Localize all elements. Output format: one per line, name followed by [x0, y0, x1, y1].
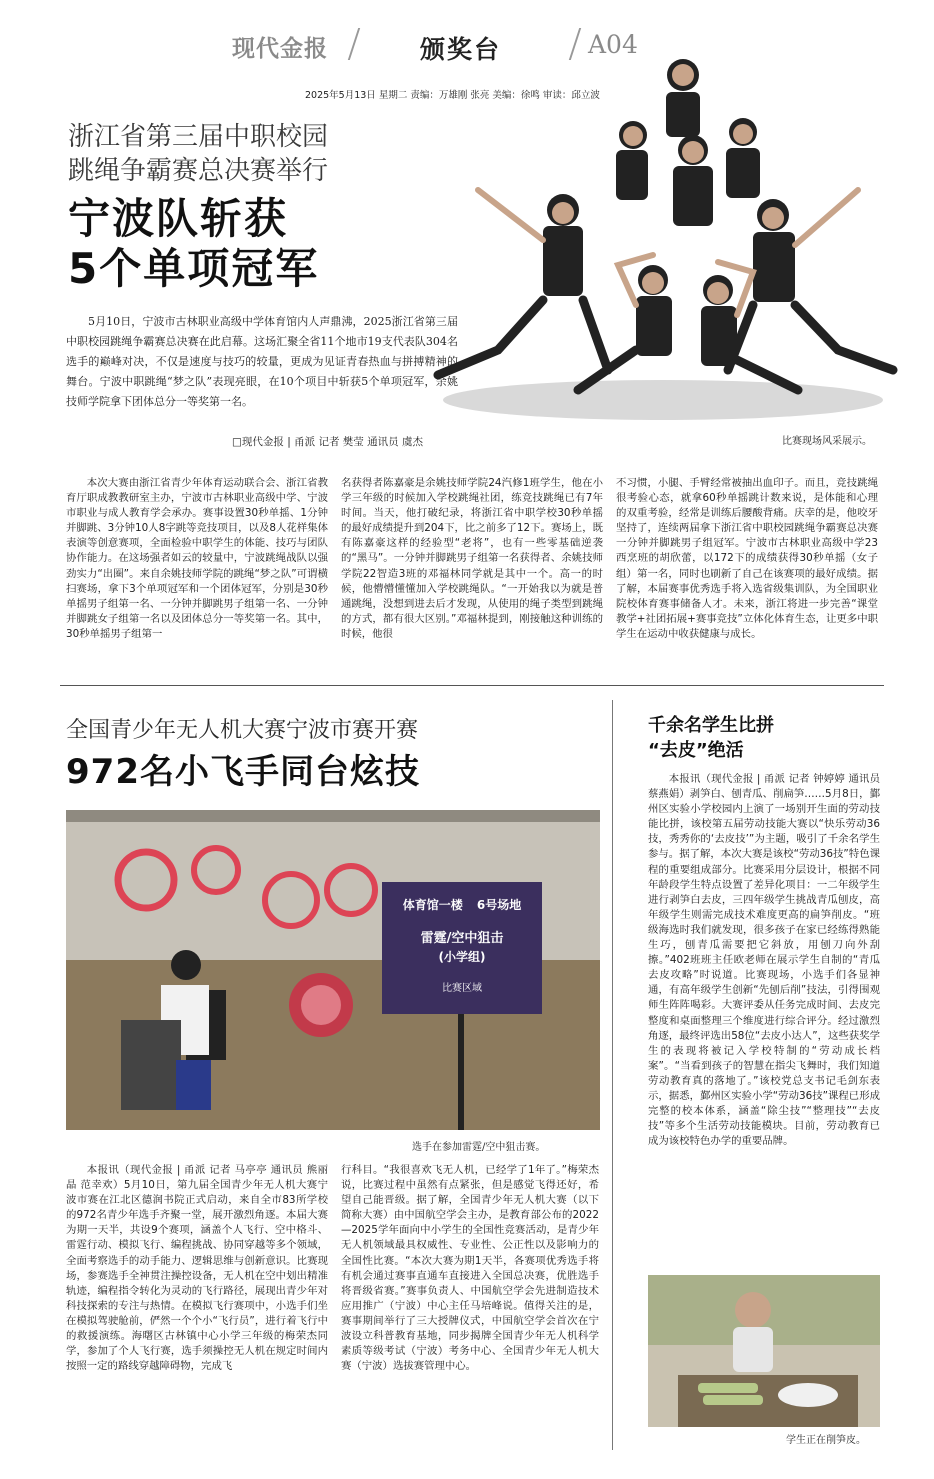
lead-headline: [68, 194, 319, 294]
dateline: 2025年5月13日 星期二 责编：万雄刚 张亮 美编：徐鸣 审读：邱立波: [305, 90, 600, 101]
lead-headline-line-2: 5个单项冠军: [68, 244, 320, 293]
lead-headline-line-1: 宁波队斩获: [68, 194, 289, 243]
lead-photo-caption: 比赛现场风采展示。: [782, 436, 872, 447]
peel-photo: [648, 1275, 880, 1427]
peel-headline: [648, 713, 774, 763]
drone-headline: 972名小飞手同台炫技: [66, 752, 420, 792]
sign-line-5: 比赛区域: [442, 983, 482, 994]
drone-subtitle: 全国青少年无人机大赛宁波市赛开赛: [66, 718, 419, 743]
sign-line-3: 雷霆/空中狙击: [420, 931, 504, 946]
lead-col3-text: 不习惯，小腿、手臂经常被抽出血印子。而且，竞技跳绳很考验心态，就拿60秒单摇跳计数来说，是体能和心理的双重考验，经常是训练后腰酸背痛。庆幸的是，他咬牙坚持了，连续两届拿下浙江省中职校园跳绳争霸赛总决赛一分钟并脚跳男子组冠军。宁波市古林职业高级中学23西烹班的胡欣蕾，以172下的成绩获得30秒单摇（女子组）第一名，同时也刷新了自己在该赛项的最好成绩。据了解，本届赛事优秀选手将入选省级集训队，为全国职业院校体育赛事储备人才。未来，浙江将进一步完善“课堂教学+社团拓展+赛事竞技”立体化体育生态，让更多中职学生在运动中收获健康与成长。: [616, 477, 878, 640]
peel-body: [648, 772, 880, 1149]
lead-body-column-1: [66, 476, 328, 642]
sign-line-row: [382, 896, 542, 913]
lead-subtitle-line-1: 浙江省第三届中职校园: [68, 122, 329, 152]
column-separator: [612, 700, 613, 1450]
sign-line-4: (小学组): [438, 950, 486, 964]
drone-col1-text: 本报讯（现代金报 | 甬派 记者 马亭亭 通讯员 熊丽晶 范幸欢）5月10日，第九届全国青少年无人机大赛宁波市赛在江北区德润书院正式启动，来自全市83所学校的972名青少年选手齐聚一堂，展开激烈角逐。本届大赛为期一天半，共设9个赛项，涵盖个人飞行、空中格斗、雷霆行动、模拟飞行、编程挑战、协同穿越等多个领域，全面考察选手的动手能力、逻辑思维与创新意识。比赛现场，参赛选手全神贯注操控设备，无人机在空中划出精准轨迹，编程指令转化为灵动的飞行路径，展现出青少年对科技探索的专注与热情。在模拟飞行赛项中，小选手们坐在模拟驾驶舱前，俨然一个个小“飞行员”，进行着飞行中的救援演练。海曙区古林镇中心小学三年级的梅荣杰同学，参加了个人飞行赛，选手须操控无人机在规定时间内按照一定的路线穿越障碍物，完成飞: [66, 1164, 328, 1373]
drone-body-column-2: [341, 1163, 599, 1374]
masthead-section-title: 颁奖台: [420, 35, 502, 64]
sign-line-1: 体育馆一楼: [402, 898, 463, 912]
venue-sign: [382, 882, 542, 1014]
drone-col2-text: 行科目。“我很喜欢飞无人机，已经学了1年了。”梅荣杰说，比赛过程中虽然有点紧张，但是感觉飞得还好，希望自己能晋级。据了解，全国青少年无人机大赛（以下简称大赛）由中国航空学会主办，是教育部公布的2022—2025学年面向中小学生的全国性竞赛活动，是青少年无人机领域最具权威性、专业性、公正性以及影响力的全国性比赛。“本次大赛为期1天半，各赛项优秀选手将有机会通过赛事直通车直接进入全国总决赛，优胜选手将晋级省赛。”赛事负责人、中国航空学会先进制造技术应用推广（宁波）中心主任马培峰说。值得关注的是，赛事期间举行了三大授牌仪式，中国航空学会首次在宁波设立科普教育基地，同步揭牌全国青少年无人机科学素质等级考试（宁波）考务中心、全国青少年无人机大赛（宁波）选拔赛管理中心。: [341, 1164, 599, 1373]
sign-line-2: 6号场地: [476, 898, 522, 912]
section-separator: [60, 685, 884, 686]
peel-photo-caption: 学生正在削笋皮。: [786, 1435, 866, 1446]
drone-body-column-1: [66, 1163, 328, 1374]
peel-body-text: 本报讯（现代金报 | 甬派 记者 钟婷婷 通讯员 蔡燕娟）剥笋白、刨青瓜、削扁笋……5月8日，鄞州区实验小学校园内上演了一场别开生面的劳动技能比拼，该校第五届劳动技能大赛以“快乐劳动36技，秀秀你的‘去皮技’”为主题，吸引了千余名学生参与。据了解，本次大赛是该校“劳动36技”特色课程的重要组成部分。比赛采用分层设计，根据不同年龄段学生特点设置了差异化项目：一二年级学生进行剥笋白去皮，三四年级学生挑战青瓜刨皮，高年级学生则需完成技术难度更高的扁笋削皮。“班级海选时我们就发现，很多孩子在家已经练得熟能生巧，刨青瓜需要把它斜放，用刨刀向外刮擦。”402班班主任欧老师在展示学生自制的“青瓜去皮攻略”时说道。比赛现场，小选手们各显神通，有高年级学生创新“先刨后削”技法，引得围观师生阵阵喝彩。大赛评委从任务完成时间、去皮完整度和桌面整理三个维度进行综合评分。经过激烈角逐，最终评选出58位“去皮小达人”，这些获奖学生的表现将被记入学校特制的“劳动成长档案”。“当看到孩子的智慧在指尖飞舞时，我们知道劳动教育真的落地了。”该校党总支书记毛剑东表示，据悉，鄞州区实验小学“劳动36技”课程已形成完整的校本体系，涵盖“除尘技”“整理技”“去皮技”等多个生活劳动技能模块。目前，劳动教育已成为该校特色办学的重要品牌。: [648, 773, 880, 1148]
peel-headline-line-2: “去皮”绝活: [648, 740, 744, 761]
lead-col2-text: 名获得者陈嘉豪是余姚技师学院24汽修1班学生，他在小学三年级的时候加入学校跳绳社团，练竞技跳绳已有7年时间。当天，他打破纪录，将浙江省中职学校30秒单摇的最好成绩提升到204下，比之前多了12下。赛场上，既有陈嘉豪这样的经验型“老将”，也有一些零基础逆袭的“黑马”。一分钟并脚跳男子组第一名获得者、余姚技师学院22智造3班的邓福林同学就是其中一个。高一的时候，他懵懵懂懂加入学校跳绳队。“一开始我以为就是普通跳绳，没想到进去后才发现，从使用的绳子类型到跳绳的方式，都有很大区别。”邓福林提到，刚接触这种训练的时候，他很: [341, 477, 603, 640]
lead-subtitle-line-2: 跳绳争霸赛总决赛举行: [68, 156, 329, 186]
lead-col1-text: 本次大赛由浙江省青少年体育运动联合会、浙江省教育厅职成教教研室主办，宁波市古林职业高级中学、宁波市职业与成人教育学会承办。赛事设置30秒单摇、1分钟并脚跳、3分钟10人8字跳等竞技项目，以及8人花样集体表演等创意赛项，全面检验中职学生的体能、技巧与团队协作能力。在这场强者如云的较量中，宁波跳绳战队以强劲实力“出圈”。来自余姚技师学院的跳绳“梦之队”可谓横扫赛场，拿下3个单项冠军和一个团体冠军，分别是30秒单摇男子组第一名、一分钟并脚跳男子组第一名、一分钟并脚跳女子组第一名以及团体总分一等奖第一名。其中，30秒单摇男子组第一: [66, 477, 328, 640]
lead-body-column-3: [616, 476, 878, 642]
peeling-student-illustration: [648, 1275, 880, 1427]
lead-photo: [418, 50, 908, 430]
drone-photo-caption: 选手在参加雷霆/空中狙击赛。: [412, 1142, 546, 1153]
masthead-paper-name: 现代金报: [232, 35, 328, 62]
lead-intro-text: 5月10日，宁波市古林职业高级中学体育馆内人声鼎沸，2025浙江省第三届中职校园跳绳争霸赛总决赛在此启幕。这场汇聚全省11个地市19支代表队304名选手的巅峰对决，不仅是速度与技巧的较量，更成为见证青春热血与拼搏精神的舞台。宁波中职跳绳“梦之队”表现亮眼，在10个项目中斩获5个单项冠军，余姚技师学院拿下团体总分一等奖第一名。: [66, 315, 458, 408]
drone-photo: [66, 810, 600, 1130]
masthead-page-number: A04: [588, 30, 638, 59]
jump-rope-team-illustration: [418, 50, 908, 430]
lead-byline: □现代金报 | 甬派 记者 樊莹 通讯员 虞杰: [232, 436, 423, 448]
peel-headline-line-1: 千余名学生比拼: [648, 715, 774, 736]
lead-subtitle: [68, 120, 328, 188]
sign-post: [458, 1014, 464, 1130]
lead-intro: [66, 312, 458, 412]
lead-body-column-2: [341, 476, 603, 642]
masthead-divider: [348, 28, 360, 60]
